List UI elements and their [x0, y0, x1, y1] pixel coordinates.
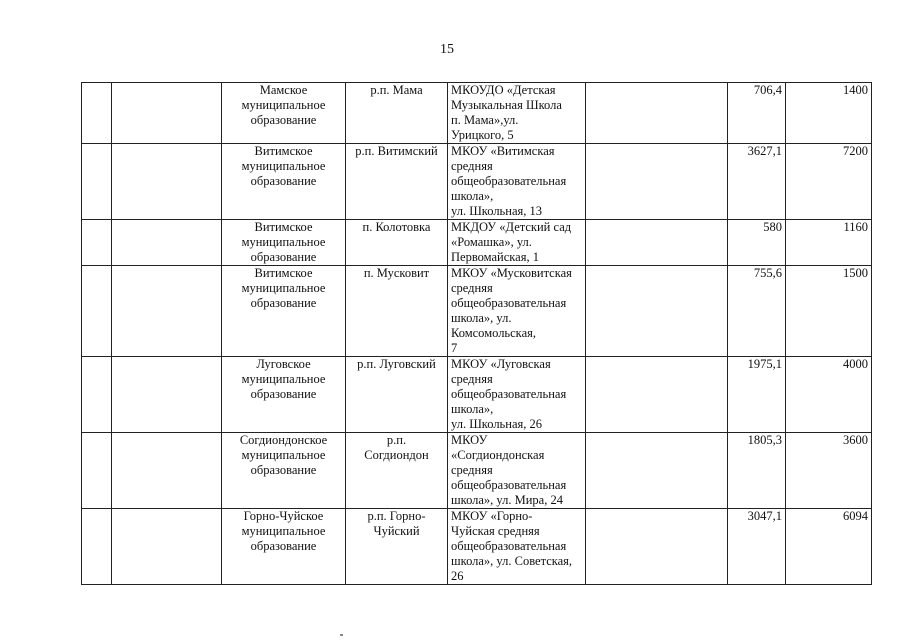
municipality-cell: Горно-Чуйское муниципальное образование [222, 509, 346, 585]
area-cell: 706,4 [728, 83, 786, 144]
institution-cell: МКОУ «Витимская средняя общеобразовательная школа», ул. Школьная, 13 [448, 144, 586, 220]
capacity-cell: 6094 [786, 509, 872, 585]
blank-cell [586, 509, 728, 585]
institution-cell: МКОУДО «Детская Музыкальная Школа п. Мама»,ул. Урицкого, 5 [448, 83, 586, 144]
row-index-cell [82, 509, 112, 585]
municipality-cell: Согдиондонское муниципальное образование [222, 433, 346, 509]
table-row [82, 83, 872, 144]
table-row [82, 266, 872, 357]
institution-cell: МКДОУ «Детский сад «Ромашка», ул. Первомайская, 1 [448, 220, 586, 266]
blank-cell [112, 357, 222, 433]
area-cell: 3047,1 [728, 509, 786, 585]
area-cell: 755,6 [728, 266, 786, 357]
settlement-cell: р.п. Луговский [346, 357, 448, 433]
settlement-cell: р.п. Витимский [346, 144, 448, 220]
capacity-cell: 1400 [786, 83, 872, 144]
row-index-cell [82, 357, 112, 433]
municipality-cell: Витимское муниципальное образование [222, 144, 346, 220]
area-cell: 1805,3 [728, 433, 786, 509]
table-row [82, 357, 872, 433]
blank-cell [586, 83, 728, 144]
blank-cell [112, 266, 222, 357]
blank-cell [112, 433, 222, 509]
table-row [82, 433, 872, 509]
blank-cell [586, 220, 728, 266]
municipality-cell: Витимское муниципальное образование [222, 266, 346, 357]
row-index-cell [82, 220, 112, 266]
blank-cell [586, 144, 728, 220]
settlement-cell: п. Колотовка [346, 220, 448, 266]
capacity-cell: 4000 [786, 357, 872, 433]
row-index-cell [82, 266, 112, 357]
institution-cell: МКОУ «Мусковитская средняя общеобразовательная школа», ул. Комсомольская, 7 [448, 266, 586, 357]
row-index-cell [82, 433, 112, 509]
capacity-cell: 1160 [786, 220, 872, 266]
blank-cell [112, 220, 222, 266]
scan-artifact [340, 634, 343, 636]
table-row [82, 144, 872, 220]
page-number: 15 [440, 42, 454, 57]
table-row [82, 220, 872, 266]
blank-cell [112, 144, 222, 220]
municipality-cell: Витимское муниципальное образование [222, 220, 346, 266]
blank-cell [112, 83, 222, 144]
capacity-cell: 3600 [786, 433, 872, 509]
institution-cell: МКОУ «Луговская средняя общеобразовательная школа», ул. Школьная, 26 [448, 357, 586, 433]
institution-cell: МКОУ «Горно- Чуйская средняя общеобразовательная школа», ул. Советская, 26 [448, 509, 586, 585]
blank-cell [586, 357, 728, 433]
settlement-cell: р.п. Согдиондон [346, 433, 448, 509]
institution-cell: МКОУ «Согдиондонская средняя общеобразовательная школа», ул. Мира, 24 [448, 433, 586, 509]
municipality-cell: Мамское муниципальное образование [222, 83, 346, 144]
capacity-cell: 1500 [786, 266, 872, 357]
capacity-cell: 7200 [786, 144, 872, 220]
area-cell: 3627,1 [728, 144, 786, 220]
row-index-cell [82, 83, 112, 144]
blank-cell [586, 433, 728, 509]
municipality-cell: Луговское муниципальное образование [222, 357, 346, 433]
table-row [82, 509, 872, 585]
settlement-cell: р.п. Горно- Чуйский [346, 509, 448, 585]
settlement-cell: р.п. Мама [346, 83, 448, 144]
area-cell: 580 [728, 220, 786, 266]
blank-cell [112, 509, 222, 585]
facilities-table [81, 82, 872, 585]
settlement-cell: п. Мусковит [346, 266, 448, 357]
row-index-cell [82, 144, 112, 220]
blank-cell [586, 266, 728, 357]
area-cell: 1975,1 [728, 357, 786, 433]
